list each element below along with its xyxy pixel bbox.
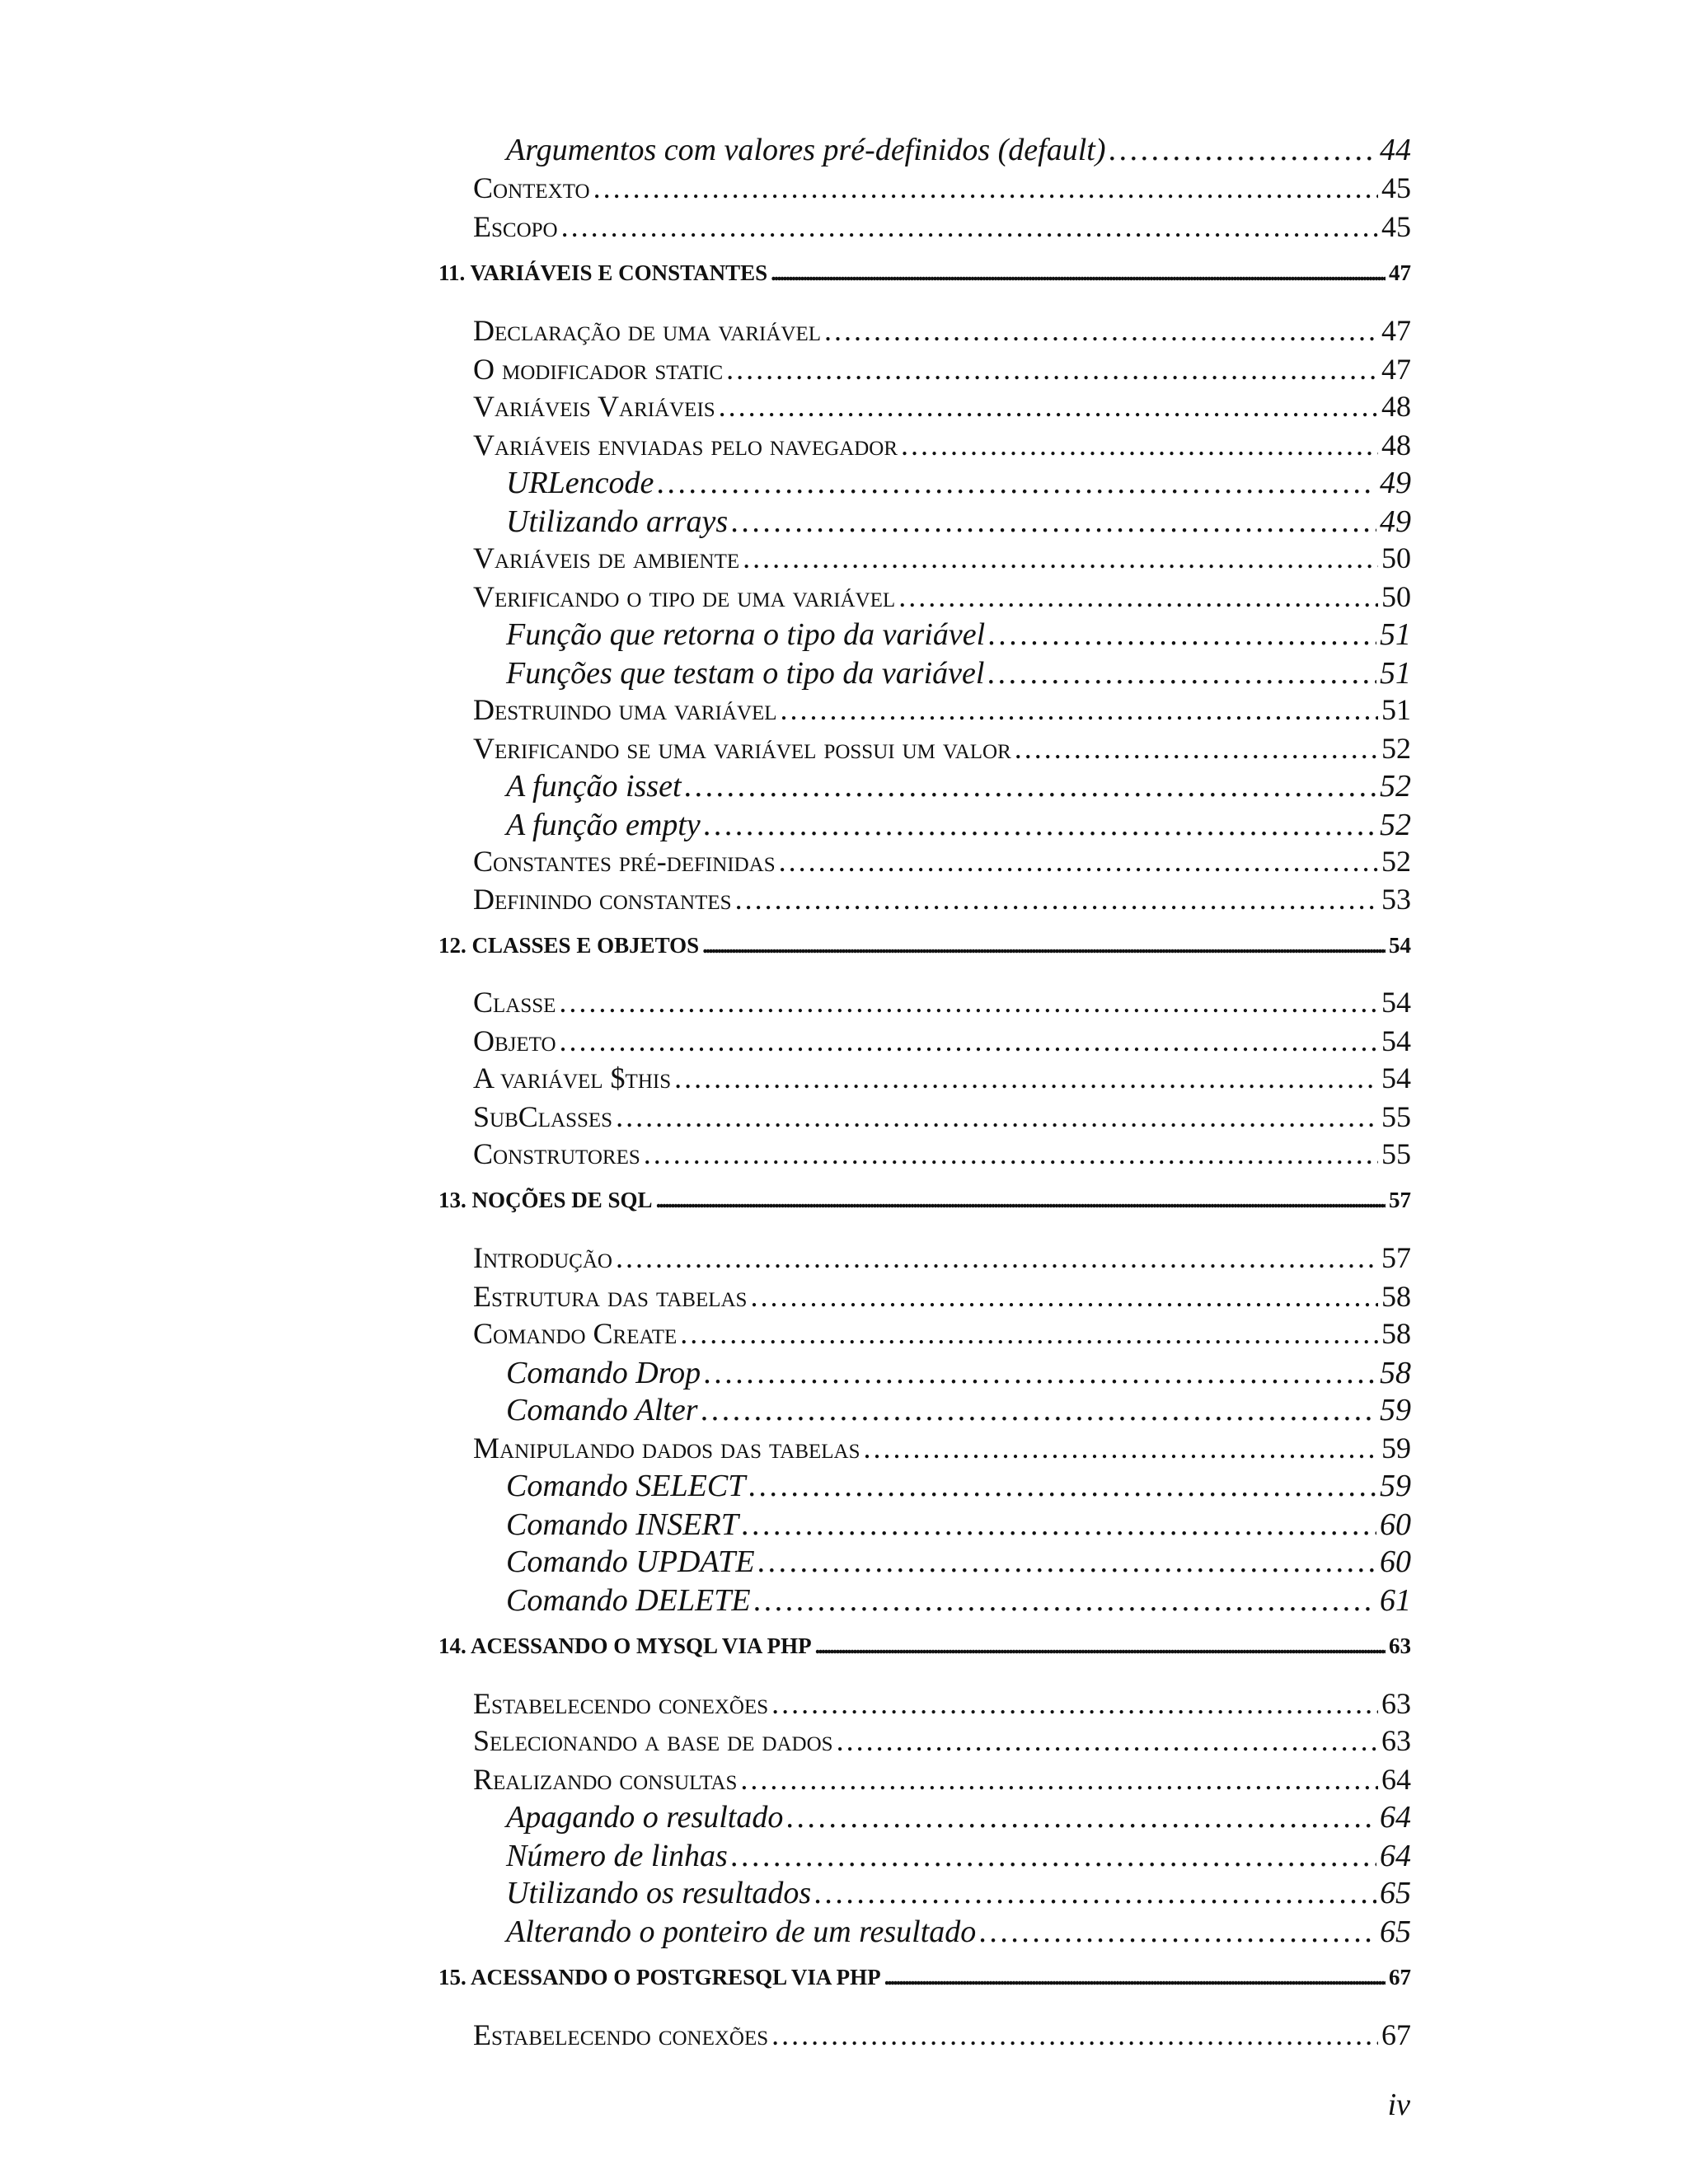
dot-leader xyxy=(616,1099,1378,1134)
toc-entry-title: Alterando o ponteiro de um resultado xyxy=(506,1915,977,1949)
dot-leader xyxy=(748,1468,1376,1504)
toc-entry xyxy=(438,1762,1411,1797)
toc-entry-page: 63 xyxy=(1381,1724,1411,1757)
dot-leader xyxy=(864,1431,1378,1465)
dot-leader xyxy=(726,352,1378,387)
dot-leader xyxy=(743,541,1378,575)
toc-entry-page: 60 xyxy=(1380,1507,1411,1542)
toc-entry-page: 67 xyxy=(1389,1965,1411,1990)
dot-leader xyxy=(750,1279,1378,1314)
toc-entry xyxy=(438,132,1411,168)
toc-entry-page: 57 xyxy=(1389,1188,1411,1212)
toc-entry-page: 48 xyxy=(1381,429,1411,462)
toc-entry-page: 63 xyxy=(1381,1687,1411,1720)
toc-entry xyxy=(438,1355,1411,1391)
toc-entry xyxy=(438,731,1411,766)
toc-entry-page: 58 xyxy=(1380,1356,1411,1390)
dot-leader xyxy=(1109,132,1377,168)
toc-entry-page: 64 xyxy=(1381,1763,1411,1796)
dot-leader xyxy=(593,171,1378,205)
toc-entry xyxy=(438,1686,1411,1721)
toc-entry-title: A variável $this xyxy=(473,1062,672,1094)
dot-leader xyxy=(758,1544,1376,1580)
toc-entry-page: 61 xyxy=(1380,1583,1411,1618)
toc-entry-title: Número de linhas xyxy=(506,1839,728,1873)
toc-entry-title: Comando SELECT xyxy=(506,1469,746,1503)
toc-entry-page: 52 xyxy=(1381,845,1411,878)
toc-entry-page: 59 xyxy=(1380,1469,1411,1503)
toc-entry xyxy=(438,692,1411,727)
toc-entry-page: 67 xyxy=(1381,2018,1411,2051)
toc-entry-page: 64 xyxy=(1380,1800,1411,1835)
dot-leader xyxy=(657,465,1376,501)
toc-entry xyxy=(438,807,1411,843)
toc-entry-page: 51 xyxy=(1380,617,1411,652)
toc-entry-title: SubClasses xyxy=(473,1100,613,1133)
toc-entry-title: URLencode xyxy=(506,466,654,500)
toc-entry-page: 51 xyxy=(1381,693,1411,726)
toc-entry xyxy=(438,1061,1411,1095)
toc-entry-title: Variáveis enviadas pelo navegador xyxy=(473,429,898,462)
dot-leader xyxy=(685,768,1376,804)
toc-entry-title: Introdução xyxy=(473,1241,612,1274)
dot-leader xyxy=(702,933,1386,958)
toc-entry xyxy=(438,209,1411,244)
dot-leader xyxy=(616,1240,1378,1275)
toc-entry-title: Apagando o resultado xyxy=(506,1800,784,1835)
toc-entry xyxy=(438,985,1411,1019)
toc-entry xyxy=(438,1468,1411,1504)
toc-entry-title: Realizando consultas xyxy=(473,1763,738,1796)
toc-entry-title: A função empty xyxy=(506,808,701,842)
dot-leader xyxy=(987,655,1376,691)
toc-entry-page: 54 xyxy=(1381,1062,1411,1094)
toc-entry xyxy=(438,1392,1411,1428)
toc-entry xyxy=(438,1838,1411,1874)
toc-entry-title: 15. ACESSANDO O POSTGRESQL VIA PHP xyxy=(438,1965,881,1990)
toc-entry-page: 47 xyxy=(1381,314,1411,347)
toc-entry-title: 13. NOÇÕES DE SQL xyxy=(438,1188,653,1212)
toc-entry xyxy=(438,1875,1411,1911)
toc-entry-page: 65 xyxy=(1380,1876,1411,1910)
toc-entry xyxy=(438,1024,1411,1058)
toc-entry-page: 44 xyxy=(1380,133,1411,167)
toc-entry-title: O modificador static xyxy=(473,353,724,386)
toc-entry-page: 49 xyxy=(1380,504,1411,539)
toc-entry xyxy=(438,313,1411,348)
toc-entry-title: Comando Drop xyxy=(506,1356,701,1390)
toc-entry xyxy=(438,1582,1411,1619)
dot-leader xyxy=(884,1965,1386,1990)
toc-entry-title: Comando UPDATE xyxy=(506,1544,755,1579)
toc-entry xyxy=(438,1544,1411,1580)
toc-entry xyxy=(438,1188,1411,1213)
toc-entry xyxy=(438,655,1411,691)
dot-leader xyxy=(754,1582,1376,1619)
dot-leader xyxy=(771,1686,1378,1721)
toc-entry xyxy=(438,579,1411,614)
toc-entry-page: 57 xyxy=(1381,1241,1411,1274)
dot-leader xyxy=(704,1355,1376,1391)
dot-leader xyxy=(740,1762,1378,1797)
toc-entry-title: Escopo xyxy=(473,210,558,243)
toc-entry-title: Objeto xyxy=(473,1024,556,1057)
dot-leader xyxy=(731,504,1376,540)
toc-entry-title: Construtores xyxy=(473,1137,640,1170)
toc-entry xyxy=(438,465,1411,501)
dot-leader xyxy=(824,313,1378,348)
toc-entry-page: 54 xyxy=(1381,1024,1411,1057)
toc-entry-title: Contexto xyxy=(473,171,590,204)
toc-entry xyxy=(438,844,1411,879)
toc-entry xyxy=(438,1099,1411,1134)
toc-entry-title: Comando Create xyxy=(473,1317,678,1350)
dot-leader xyxy=(561,209,1378,244)
dot-leader xyxy=(786,1799,1376,1835)
dot-leader xyxy=(837,1723,1378,1758)
toc-entry xyxy=(438,616,1411,653)
toc-entry-page: 54 xyxy=(1381,986,1411,1019)
toc-entry-title: Declaração de uma variável xyxy=(473,314,821,347)
toc-entry-page: 58 xyxy=(1381,1317,1411,1350)
dot-leader xyxy=(771,260,1386,286)
toc-entry xyxy=(438,1279,1411,1314)
toc-entry-page: 59 xyxy=(1380,1393,1411,1427)
toc-entry xyxy=(438,389,1411,424)
dot-leader xyxy=(735,882,1378,916)
toc-entry-page: 55 xyxy=(1381,1100,1411,1133)
dot-leader xyxy=(1015,731,1378,766)
toc-entry-page: 47 xyxy=(1389,260,1411,285)
dot-leader xyxy=(814,1875,1376,1911)
toc-entry-page: 52 xyxy=(1380,808,1411,842)
toc-entry xyxy=(438,352,1411,387)
dot-leader xyxy=(680,1316,1378,1351)
toc-entry-page: 65 xyxy=(1380,1915,1411,1949)
toc-entry xyxy=(438,933,1411,958)
toc-entry-title: 14. ACESSANDO O MYSQL VIA PHP xyxy=(438,1633,812,1658)
toc-entry-page: 50 xyxy=(1381,541,1411,574)
toc-entry xyxy=(438,1633,1411,1659)
dot-leader xyxy=(719,389,1378,424)
dot-leader xyxy=(674,1061,1378,1095)
dot-leader xyxy=(704,807,1376,843)
dot-leader xyxy=(742,1507,1376,1543)
dot-leader xyxy=(815,1633,1386,1659)
dot-leader xyxy=(656,1188,1386,1213)
toc-entry xyxy=(438,171,1411,205)
toc-entry xyxy=(438,428,1411,462)
toc-entry-title: 11. VARIÁVEIS E CONSTANTES xyxy=(438,260,768,285)
toc-entry-title: 12. CLASSES E OBJETOS xyxy=(438,933,700,958)
toc-entry xyxy=(438,1799,1411,1835)
toc-entry-title: Classe xyxy=(473,986,556,1019)
toc-entry xyxy=(438,260,1411,286)
dot-leader xyxy=(901,428,1378,462)
toc-entry-title: Manipulando dados das tabelas xyxy=(473,1432,860,1465)
toc-entry-title: Estabelecendo conexões xyxy=(473,2018,769,2051)
toc-entry-page: 58 xyxy=(1381,1280,1411,1313)
dot-leader xyxy=(771,2018,1378,2052)
toc-entry xyxy=(438,2018,1411,2052)
toc-entry-page: 59 xyxy=(1381,1432,1411,1465)
toc-entry-title: Utilizando os resultados xyxy=(506,1876,812,1910)
toc-entry xyxy=(438,1507,1411,1543)
toc-entry-title: Definindo constantes xyxy=(473,883,732,916)
dot-leader xyxy=(779,844,1378,879)
toc-entry-title: Funções que testam o tipo da variável xyxy=(506,656,985,691)
toc-entry-title: Função que retorna o tipo da variável xyxy=(506,617,986,652)
toc-entry-title: Constantes pré-definidas xyxy=(473,845,776,878)
toc-entry-page: 45 xyxy=(1381,210,1411,243)
toc-entry xyxy=(438,1965,1411,1990)
toc-entry-title: Comando DELETE xyxy=(506,1583,751,1618)
toc-entry-page: 64 xyxy=(1380,1839,1411,1873)
page-number: iv xyxy=(1387,2088,1410,2122)
toc-entry xyxy=(438,1431,1411,1465)
toc-entry-title: Estabelecendo conexões xyxy=(473,1687,769,1720)
toc-entry-page: 52 xyxy=(1381,732,1411,765)
toc-entry xyxy=(438,1914,1411,1950)
toc-entry-page: 53 xyxy=(1381,883,1411,916)
toc-entry-title: Comando Alter xyxy=(506,1393,698,1427)
toc-entry-page: 54 xyxy=(1389,933,1411,958)
toc-entry xyxy=(438,504,1411,540)
dot-leader xyxy=(979,1914,1376,1950)
toc-entry-page: 45 xyxy=(1381,171,1411,204)
toc-entry-title: Estrutura das tabelas xyxy=(473,1280,748,1313)
dot-leader xyxy=(701,1392,1376,1428)
toc-entry-page: 50 xyxy=(1381,580,1411,613)
toc-entry-title: Utilizando arrays xyxy=(506,504,729,539)
dot-leader xyxy=(781,692,1378,727)
toc-entry-page: 51 xyxy=(1380,656,1411,691)
toc-entry xyxy=(438,1723,1411,1758)
toc-entry-title: Argumentos com valores pré-definidos (default) xyxy=(506,133,1106,167)
dot-leader xyxy=(644,1137,1378,1171)
toc-entry xyxy=(438,1137,1411,1171)
dot-leader xyxy=(731,1838,1376,1874)
toc-entry-page: 52 xyxy=(1380,769,1411,804)
toc-entry-page: 60 xyxy=(1380,1544,1411,1579)
toc-entry-page: 48 xyxy=(1381,390,1411,423)
toc-entry-page: 63 xyxy=(1389,1633,1411,1658)
toc-entry xyxy=(438,882,1411,916)
toc-entry xyxy=(438,768,1411,804)
toc-entry-title: Verificando se uma variável possui um valor xyxy=(473,732,1011,765)
toc-entry-title: Destruindo uma variável xyxy=(473,693,777,726)
toc-entry xyxy=(438,1316,1411,1351)
toc-entry-title: A função isset xyxy=(506,769,682,804)
toc-entry-page: 49 xyxy=(1380,466,1411,500)
toc-entry-page: 55 xyxy=(1381,1137,1411,1170)
toc-entry-page: 47 xyxy=(1381,353,1411,386)
dot-leader xyxy=(560,1024,1378,1058)
toc-entry-title: Variáveis Variáveis xyxy=(473,390,715,423)
toc-entry-title: Variáveis de ambiente xyxy=(473,541,740,574)
dot-leader xyxy=(988,616,1376,653)
dot-leader xyxy=(898,579,1378,614)
toc-entry-title: Comando INSERT xyxy=(506,1507,738,1542)
toc-entry-title: Verificando o tipo de uma variável xyxy=(473,580,896,613)
toc-entry xyxy=(438,1240,1411,1275)
toc-entry-title: Selecionando a base de dados xyxy=(473,1724,833,1757)
toc-entry xyxy=(438,541,1411,575)
dot-leader xyxy=(559,985,1378,1019)
